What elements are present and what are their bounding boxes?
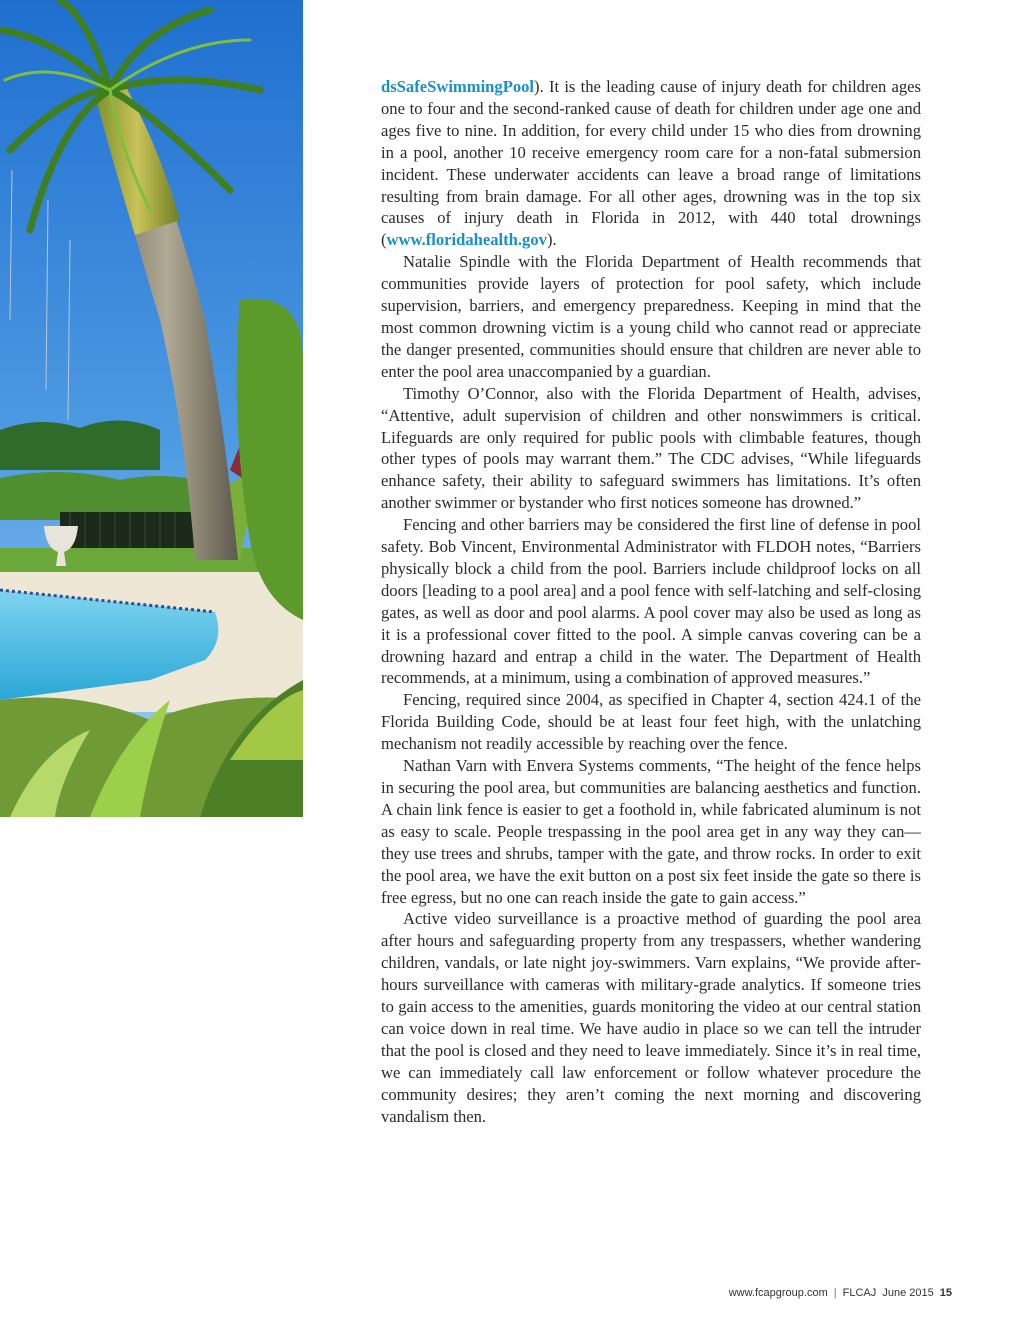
page-footer (729, 1287, 952, 1299)
footer-website: www.fcapgroup.com (728, 1287, 828, 1299)
footer-date: June 2015 (882, 1287, 934, 1299)
article-paragraph (381, 76, 921, 251)
article-body (381, 76, 921, 1128)
article-paragraph: Natalie Spindle with the Florida Department of Health recommends that communities provide layers of protection for pool safety, which include supervision, barriers, and emergency preparedness. Keeping in mind that the most common drowning victim is a young child who cannot read or appreciate the danger presented, communities should ensure that children are never able to enter the pool area unaccompanied by a guardian. (381, 252, 921, 381)
article-paragraph: Nathan Varn with Envera Systems comments, “The height of the fence helps in securing the pool area, but communities are balancing aesthetics and function. A chain link fence is easier to get a foothold in, while fabricated aluminum is not as easy to scale. People trespassing in the pool area get in any way they can—they use trees and shrubs, tamper with the gate, and throw rocks. In order to exit the pool area, we have the exit button on a post six feet inside the gate so there is free egress, but no one can reach inside the gate to gain access.” (381, 756, 921, 907)
article-paragraph: Timothy O’Connor, also with the Florida Department of Health, advises, “Attentive, adult supervision of children and other nonswimmers is critical. Lifeguards are only required for public pools with climbable features, though other types of pools may warrant them.” The CDC advises, “While lifeguards enhance safety, their ability to safeguard swimmers has limitations. It’s often another swimmer or bystander who first notices someone has drowned.” (381, 383, 921, 513)
article-paragraph: Fencing, required since 2004, as specified in Chapter 4, section 424.1 of the Florida Building Code, should be at least four feet high, with the unlatching mechanism not readily accessible by reaching over the fence. (381, 690, 921, 754)
pool-palm-photo (0, 0, 303, 817)
footer-publication: FLCAJ (842, 1287, 877, 1299)
article-paragraph: Fencing and other barriers may be considered the first line of defense in pool safety. Bob Vincent, Environmental Administrator with FLDOH notes, “Barriers physically block a child from the pool. Barriers include childproof locks on all doors [leading to a pool area] and a pool fence with self-latching and self-closing gates, as well as door and pool alarms. A pool cover may also be used as long as it is a professional cover fitted to the pool. A simple canvas covering can be a drowning hazard and entrap a child in the water. The Department of Health recommends, at a minimum, using a combination of approved measures.” (381, 515, 921, 688)
article-paragraph: Active video surveillance is a proactive method of guarding the pool area after hours and safeguarding property from any trespassers, whether wandering children, vandals, or late night joy-swimmers. Varn explains, “We provide after-hours surveillance with cameras with military-grade analytics. If someone tries to gain access to the amenities, guards monitoring the video at our central station can voice down in real time. We have audio in place so we can tell the intruder that the pool is closed and they need to leave immediately. Since it’s in real time, we can immediately call law enforcement or follow whatever procedure the community desires; they aren’t coming the next morning and discovering vandalism then. (381, 909, 921, 1126)
floridahealth-link[interactable]: www.floridahealth.gov (386, 230, 547, 250)
paragraph-text-end: ). (546, 230, 557, 250)
footer-separator: | (833, 1287, 837, 1299)
page-number: 15 (939, 1287, 952, 1299)
cdc-link[interactable]: dsSafeSwimmingPool (381, 77, 535, 96)
paragraph-text: ). It is the leading cause of injury death for children ages one to four and the second-ranked cause of death for children under age one and ages five to nine. In addition, for every child under 15 who dies from drowning in a pool, another 10 receive emergency room care for a non-fatal submersion incident. These underwater accidents can leave a broad range of limitations resulting from brain damage. For all other ages, drowning was in the top six causes of injury death in Florida in 2012, with 440 total drownings ( (381, 77, 921, 250)
